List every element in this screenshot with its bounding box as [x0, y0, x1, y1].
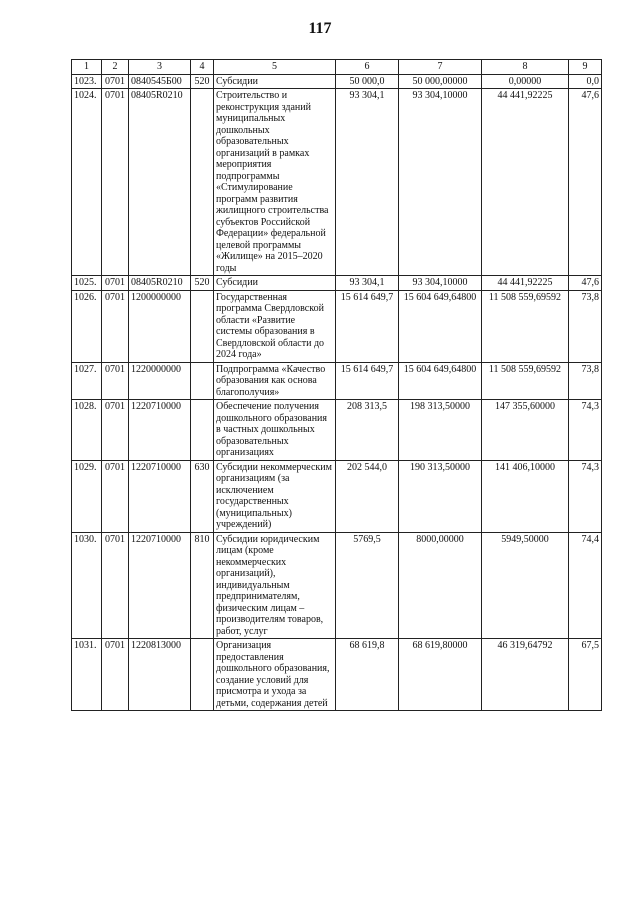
column-header: 8 — [482, 60, 569, 75]
section-code: 0701 — [102, 460, 129, 532]
column-header: 2 — [102, 60, 129, 75]
item-name: Организация предоставления дошкольного образования, создание условий для присмотра и ухода за детьми, содержания детей — [214, 639, 336, 711]
amount-col8: 11 508 559,69592 — [482, 362, 569, 400]
table-row — [72, 460, 602, 532]
amount-col8: 147 355,60000 — [482, 400, 569, 461]
amount-col8: 141 406,10000 — [482, 460, 569, 532]
amount-col8: 5949,50000 — [482, 532, 569, 639]
target-article-code: 1220710000 — [129, 532, 191, 639]
amount-col7: 93 304,10000 — [399, 89, 482, 276]
target-article-code: 08405R0210 — [129, 89, 191, 276]
item-name: Субсидии — [214, 74, 336, 89]
section-code: 0701 — [102, 89, 129, 276]
amount-col6: 208 313,5 — [336, 400, 399, 461]
column-header: 4 — [191, 60, 214, 75]
amount-col6: 93 304,1 — [336, 89, 399, 276]
expense-type-code: 520 — [191, 276, 214, 291]
target-article-code: 1220710000 — [129, 400, 191, 461]
item-name: Субсидии — [214, 276, 336, 291]
target-article-code: 0840545Б00 — [129, 74, 191, 89]
table-row — [72, 639, 602, 711]
amount-col7: 68 619,80000 — [399, 639, 482, 711]
section-code: 0701 — [102, 362, 129, 400]
row-number: 1031. — [72, 639, 102, 711]
item-name: Субсидии юридическим лицам (кроме некоммерческих организаций), индивидуальным предпринимателям, физическим лицам – производителям товаров, работ, услуг — [214, 532, 336, 639]
expense-type-code — [191, 639, 214, 711]
target-article-code: 1200000000 — [129, 290, 191, 362]
percent-col9: 47,6 — [569, 89, 602, 276]
amount-col6: 15 614 649,7 — [336, 290, 399, 362]
column-header: 7 — [399, 60, 482, 75]
percent-col9: 73,8 — [569, 362, 602, 400]
table-row — [72, 89, 602, 276]
expense-type-code: 520 — [191, 74, 214, 89]
target-article-code: 1220710000 — [129, 460, 191, 532]
expense-type-code — [191, 400, 214, 461]
target-article-code: 1220813000 — [129, 639, 191, 711]
row-number: 1026. — [72, 290, 102, 362]
amount-col7: 15 604 649,64800 — [399, 362, 482, 400]
amount-col7: 15 604 649,64800 — [399, 290, 482, 362]
row-number: 1023. — [72, 74, 102, 89]
percent-col9: 74,3 — [569, 400, 602, 461]
table-row — [72, 276, 602, 291]
amount-col8: 0,00000 — [482, 74, 569, 89]
amount-col6: 68 619,8 — [336, 639, 399, 711]
amount-col7: 93 304,10000 — [399, 276, 482, 291]
table-row — [72, 74, 602, 89]
column-header: 6 — [336, 60, 399, 75]
percent-col9: 0,0 — [569, 74, 602, 89]
percent-col9: 74,4 — [569, 532, 602, 639]
column-header: 9 — [569, 60, 602, 75]
column-header: 3 — [129, 60, 191, 75]
section-code: 0701 — [102, 639, 129, 711]
item-name: Государственная программа Свердловской области «Развитие системы образования в Свердловской области до 2024 года» — [214, 290, 336, 362]
amount-col7: 198 313,50000 — [399, 400, 482, 461]
column-header: 1 — [72, 60, 102, 75]
percent-col9: 67,5 — [569, 639, 602, 711]
expense-type-code: 630 — [191, 460, 214, 532]
section-code: 0701 — [102, 276, 129, 291]
expense-type-code: 810 — [191, 532, 214, 639]
table-header-row — [72, 60, 602, 75]
percent-col9: 74,3 — [569, 460, 602, 532]
row-number: 1027. — [72, 362, 102, 400]
amount-col7: 8000,00000 — [399, 532, 482, 639]
amount-col6: 93 304,1 — [336, 276, 399, 291]
expense-type-code — [191, 290, 214, 362]
percent-col9: 73,8 — [569, 290, 602, 362]
table-row — [72, 532, 602, 639]
section-code: 0701 — [102, 532, 129, 639]
amount-col8: 11 508 559,69592 — [482, 290, 569, 362]
budget-table — [71, 59, 602, 711]
table-row — [72, 362, 602, 400]
expense-type-code — [191, 89, 214, 276]
amount-col8: 46 319,64792 — [482, 639, 569, 711]
table-row — [72, 400, 602, 461]
amount-col6: 202 544,0 — [336, 460, 399, 532]
item-name: Субсидии некоммерческим организациям (за исключением государственных (муниципальных) учреждений) — [214, 460, 336, 532]
table-row — [72, 290, 602, 362]
section-code: 0701 — [102, 400, 129, 461]
row-number: 1024. — [72, 89, 102, 276]
amount-col6: 50 000,0 — [336, 74, 399, 89]
target-article-code: 08405R0210 — [129, 276, 191, 291]
amount-col7: 190 313,50000 — [399, 460, 482, 532]
amount-col7: 50 000,00000 — [399, 74, 482, 89]
row-number: 1029. — [72, 460, 102, 532]
page-number: 117 — [308, 20, 332, 37]
amount-col8: 44 441,92225 — [482, 89, 569, 276]
row-number: 1025. — [72, 276, 102, 291]
section-code: 0701 — [102, 74, 129, 89]
amount-col8: 44 441,92225 — [482, 276, 569, 291]
percent-col9: 47,6 — [569, 276, 602, 291]
item-name: Подпрограмма «Качество образования как основа благополучия» — [214, 362, 336, 400]
expense-type-code — [191, 362, 214, 400]
amount-col6: 5769,5 — [336, 532, 399, 639]
row-number: 1030. — [72, 532, 102, 639]
section-code: 0701 — [102, 290, 129, 362]
row-number: 1028. — [72, 400, 102, 461]
target-article-code: 1220000000 — [129, 362, 191, 400]
amount-col6: 15 614 649,7 — [336, 362, 399, 400]
item-name: Обеспечение получения дошкольного образования в частных дошкольных образовательных организациях — [214, 400, 336, 461]
column-header: 5 — [214, 60, 336, 75]
item-name: Строительство и реконструкция зданий муниципальных дошкольных образовательных организаций в рамках мероприятия подпрограммы «Стимулирование программ развития жилищного строительства субъектов Российской Федерации» федеральной целевой программы «Жилище» на 2015–2020 годы — [214, 89, 336, 276]
